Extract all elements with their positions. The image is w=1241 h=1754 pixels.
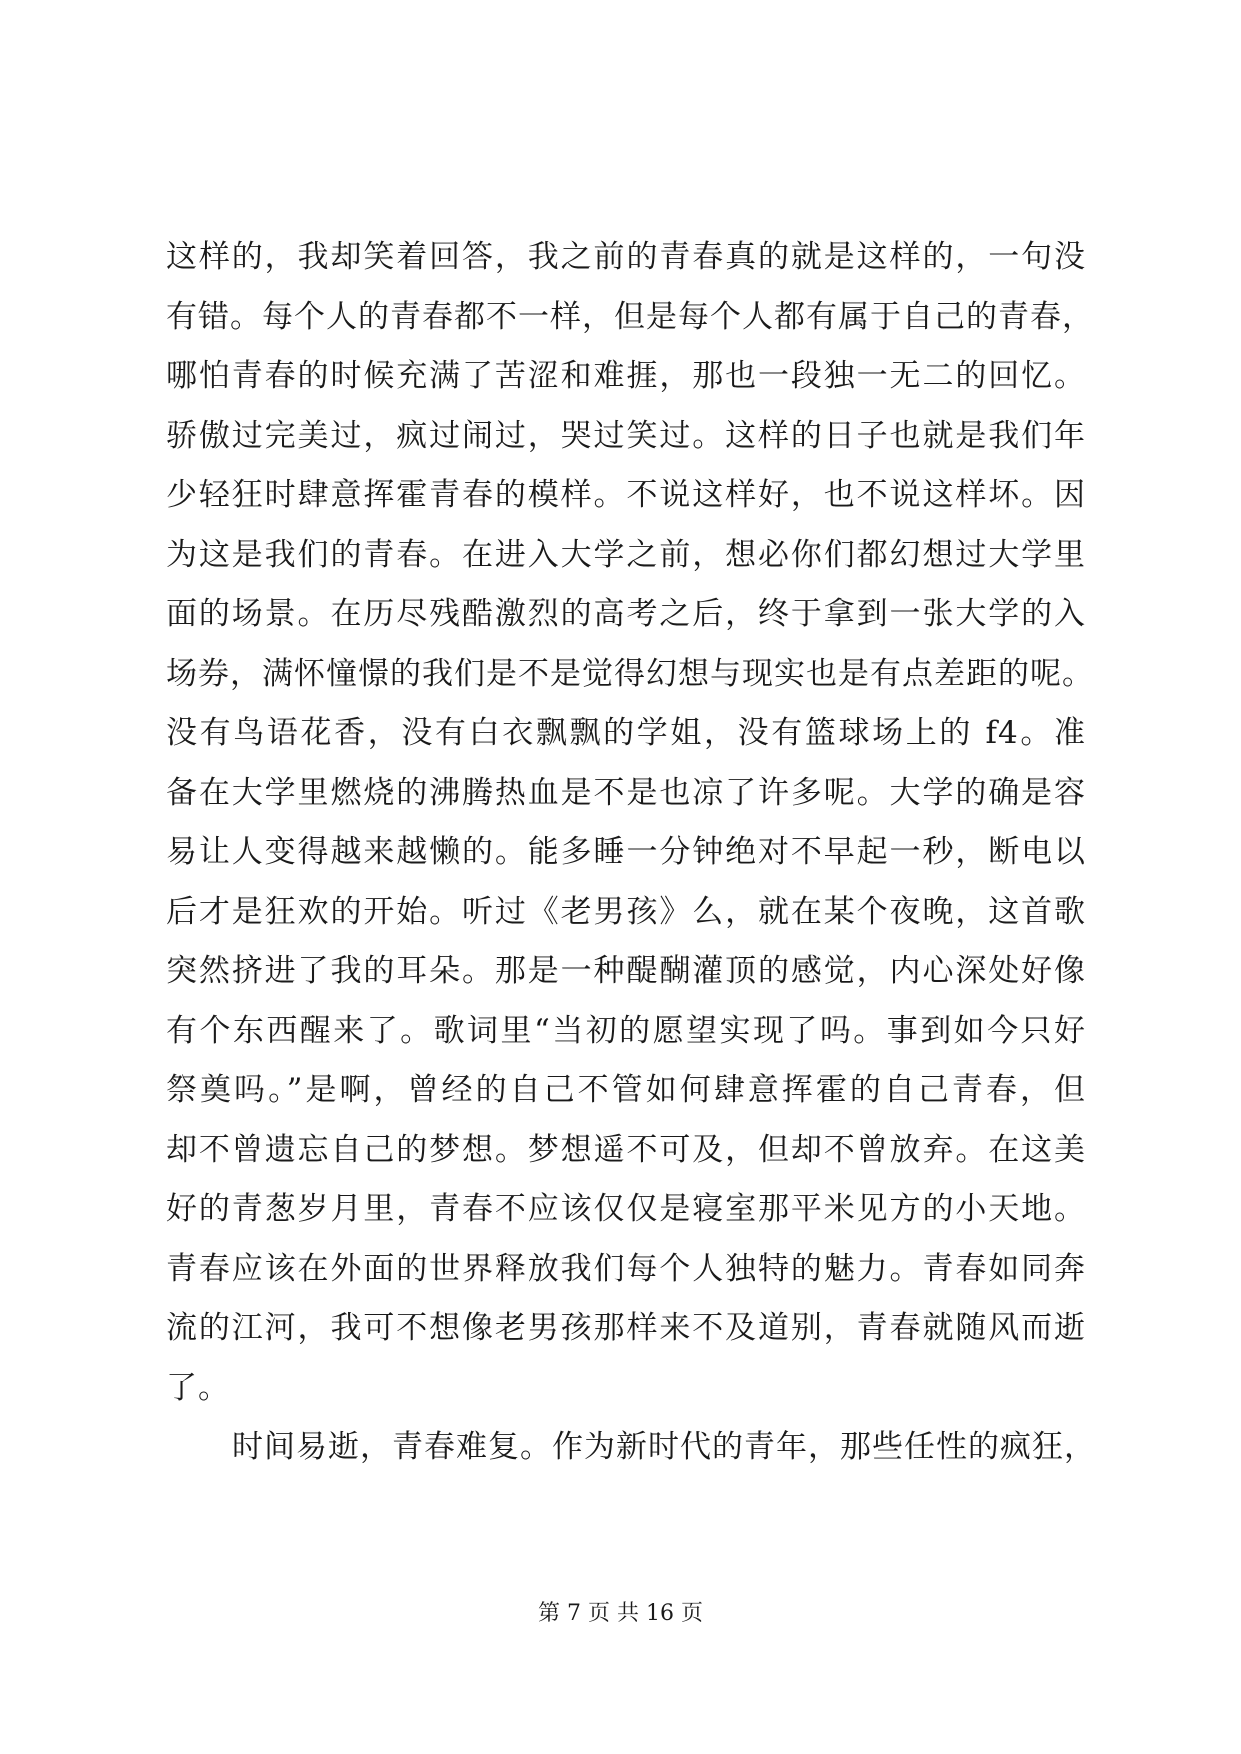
text-line: 有错。每个人的青春都不一样，但是每个人都有属于自己的青春，: [166, 298, 1094, 335]
text-line: 青春应该在外面的世界释放我们每个人独特的魅力。青春如同奔: [166, 1250, 1086, 1287]
text-line: 为这是我们的青春。在进入大学之前，想必你们都幻想过大学里: [166, 536, 1086, 573]
text-line: 后才是狂欢的开始。听过《老男孩》么，就在某个夜晚，这首歌: [166, 893, 1086, 930]
text-line: 易让人变得越来越懒的。能多睡一分钟绝对不早起一秒，断电以: [166, 834, 1086, 870]
text-line: 备在大学里燃烧的沸腾热血是不是也凉了许多呢。大学的确是容: [166, 774, 1086, 811]
text-line: 没有鸟语花香，没有白衣飘飘的学姐，没有篮球场上的 f4。准: [166, 715, 1086, 751]
page-number-footer: 第 7 页 共 16 页: [538, 1601, 703, 1626]
text-line: 哪怕青春的时候充满了苦涩和难捱，那也一段独一无二的回忆。: [166, 358, 1086, 394]
text-line: 了。: [166, 1369, 230, 1406]
text-line: 好的青葱岁月里，青春不应该仅仅是寝室那平米见方的小天地。: [166, 1191, 1086, 1227]
text-line: 面的场景。在历尽残酷激烈的高考之后，终于拿到一张大学的入: [166, 596, 1086, 632]
text-line: 却不曾遗忘自己的梦想。梦想遥不可及，但却不曾放弃。在这美: [166, 1131, 1086, 1168]
text-line: 少轻狂时肆意挥霍青春的模样。不说这样好，也不说这样坏。因: [166, 477, 1086, 513]
text-line: 这样的，我却笑着回答，我之前的青春真的就是这样的，一句没: [166, 239, 1086, 275]
text-line: 祭奠吗。”是啊，曾经的自己不管如何肆意挥霍的自己青春，但: [166, 1072, 1086, 1108]
paragraph-first-line: 时间易逝，青春难复。作为新时代的青年，那些任性的疯狂，: [232, 1429, 1096, 1465]
text-line: 骄傲过完美过，疯过闹过，哭过笑过。这样的日子也就是我们年: [166, 417, 1086, 454]
body-text: [166, 228, 1096, 1478]
text-line: 场券，满怀憧憬的我们是不是觉得幻想与现实也是有点差距的呢。: [166, 655, 1094, 692]
text-line: 突然挤进了我的耳朵。那是一种醍醐灌顶的感觉，内心深处好像: [166, 953, 1086, 989]
text-line: 有个东西醒来了。歌词里“当初的愿望实现了吗。事到如今只好: [166, 1012, 1086, 1049]
text-line: 流的江河，我可不想像老男孩那样来不及道别，青春就随风而逝: [166, 1310, 1086, 1346]
